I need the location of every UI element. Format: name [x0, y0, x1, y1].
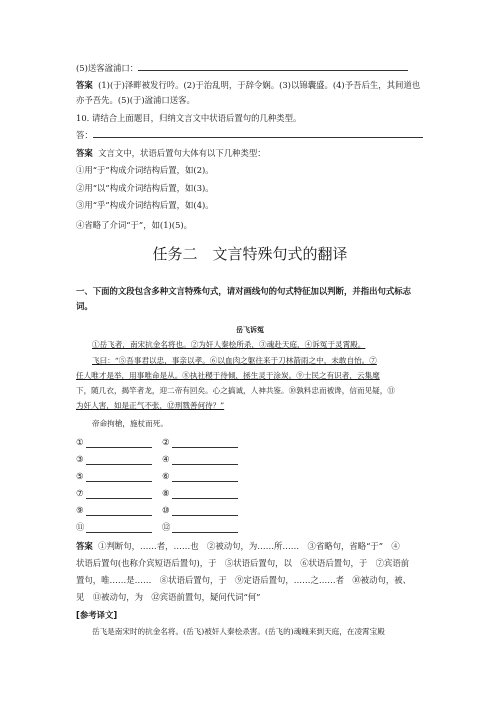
answer-3-text-b: 状语后置句(也称介宾短语后置句)，于 ⑤状语后置句，以 ⑥状语后置句，于 ⑦宾语前 — [76, 558, 410, 568]
answer-label: 答案 — [76, 148, 93, 158]
blank-number: ① — [76, 437, 84, 447]
blank-11[interactable] — [76, 521, 152, 533]
blank-line[interactable] — [86, 522, 152, 533]
question-5-text: (5)送客湓浦口： — [76, 63, 139, 73]
blank-5[interactable] — [76, 470, 152, 482]
blank-line[interactable] — [172, 488, 238, 499]
blank-number: ⑥ — [162, 471, 170, 481]
passage-title: 岳飞诉冤 — [236, 325, 264, 334]
blank-line[interactable] — [86, 454, 152, 465]
passage-text-4: 下，随几衣，揭竿者龙，迎二帝有回矣。心之搞诚，人神共鉴。⑩孰料忠而被谗，信而见疑，⑪ — [76, 386, 395, 395]
question-5-line — [76, 61, 436, 74]
blank-12[interactable] — [162, 521, 238, 533]
passage-line-5 — [76, 400, 436, 412]
answer-2-item-2: ②用“以”构成介词结构后置，如(3)。 — [76, 183, 214, 193]
blank-line[interactable] — [172, 505, 238, 516]
answer-underline — [138, 61, 408, 71]
passage-text-1: ①岳飞者，南宋抗金名将也。②为奸人秦桧所杀，③魂赴天庭，④诉冤于灵霄殿。 — [92, 340, 366, 349]
answer-underline — [93, 128, 423, 138]
passage-text-3: 任人唯才是举，用事唯命是从。⑧执社稷于待倾，拯生灵于涂炭。⑨士民之有识者，云集麾 — [76, 371, 380, 380]
answer-prefix: 答： — [76, 130, 93, 140]
passage-line-3 — [76, 370, 436, 382]
blank-3[interactable] — [76, 453, 152, 465]
instruction-line-b: 词。 — [76, 301, 93, 311]
passage-text-5: 为奸人害，如是正气不张，⑫刑戮善何待？” — [76, 401, 225, 410]
answer-3-text-c: 置句，唯……是…… ⑧状语后置句，于 ⑨定语后置句，……之……者 ⑩被动句，被、 — [76, 575, 411, 585]
blank-number: ③ — [76, 454, 84, 464]
reference-translation-label: [参考译文] — [76, 610, 118, 620]
answer-1-text-b: 亦予吾先。(5)(于)湓浦口送客。 — [76, 95, 195, 105]
passage-line-1 — [92, 339, 452, 351]
blank-number: ⑦ — [76, 488, 84, 498]
answer-1-line-b — [76, 94, 436, 106]
answer-1-line-a — [76, 79, 436, 91]
blank-6[interactable] — [162, 470, 238, 482]
translation-text: 岳飞是南宋时的抗金名将。(岳飞)被奸人秦桧杀害。(岳飞的)魂魄来到天庭，在凌霄宝殿 — [92, 627, 385, 636]
blank-number: ④ — [162, 454, 170, 464]
blank-line[interactable] — [172, 437, 238, 448]
blank-10[interactable] — [162, 504, 238, 516]
passage-line-6 — [92, 418, 452, 430]
blank-number: ⑪ — [76, 522, 85, 532]
answer-2-text-a: 文言文中，状语后置句大体有以下几种类型： — [98, 148, 266, 158]
answer-3-line-a — [76, 540, 436, 552]
blank-4[interactable] — [162, 453, 238, 465]
question-10: 10. 请结合上面题目，归纳文言文中状语后置句的几种类型。 — [76, 113, 302, 123]
task-title: 任务二 文言特殊句式的翻译 — [152, 245, 348, 263]
blank-line[interactable] — [86, 437, 152, 448]
answer-prompt-line — [76, 128, 436, 141]
blank-line[interactable] — [86, 488, 152, 499]
passage-text-6: 帝命拘槍，施杖而死。 — [92, 419, 168, 428]
blank-number: ⑩ — [162, 505, 170, 515]
blank-number: ⑧ — [162, 488, 170, 498]
answer-3-text-a: ①判断句，……者，……也 ②被动句，为……所…… ③省略句，省略“于” ④ — [98, 541, 400, 551]
blank-line[interactable] — [86, 471, 152, 482]
answer-1-text-a: (1)(于)泽畔被发行吟。(2)于治乱明，于辞令娴。(3)以锦囊盛。(4)予吾后生，其间道也 — [98, 80, 421, 90]
blank-line[interactable] — [172, 522, 238, 533]
blank-2[interactable] — [162, 436, 238, 448]
blank-number: ⑨ — [76, 505, 84, 515]
blank-line[interactable] — [86, 505, 152, 516]
blank-1[interactable] — [76, 436, 152, 448]
blank-line[interactable] — [172, 471, 238, 482]
instruction-line-a: 一、下面的文段包含多种文言特殊句式，请对画线句的句式特征加以判断，并指出句式标志 — [76, 286, 411, 296]
answer-2-item-1: ①用“于”构成介词结构后置，如(2)。 — [76, 165, 214, 175]
passage-text-2: 飞曰：“⑤吾事君以忠，事亲以孝。⑥以血肉之躯往来于刀林箭雨之中，未敢自怡。⑦ — [92, 356, 377, 365]
blank-number: ② — [162, 437, 170, 447]
blank-number: ⑤ — [76, 471, 84, 481]
blank-8[interactable] — [162, 487, 238, 499]
passage-line-2 — [92, 355, 452, 367]
answer-2-item-4: ④省略了介词“于”，如(1)(5)。 — [76, 220, 193, 230]
blank-number: ⑫ — [162, 522, 171, 532]
blank-line[interactable] — [172, 454, 238, 465]
blank-9[interactable] — [76, 504, 152, 516]
answer-label: 答案 — [76, 541, 93, 551]
answer-2-item-3: ③用“乎”构成介词结构后置，如(4)。 — [76, 200, 214, 210]
passage-line-4 — [76, 385, 436, 397]
answer-2-line-a — [76, 147, 436, 159]
blank-7[interactable] — [76, 487, 152, 499]
answer-label: 答案 — [76, 80, 93, 90]
answer-3-text-d: 见 ⑪被动句，为 ⑫宾语前置句，疑问代词“何” — [76, 592, 261, 602]
